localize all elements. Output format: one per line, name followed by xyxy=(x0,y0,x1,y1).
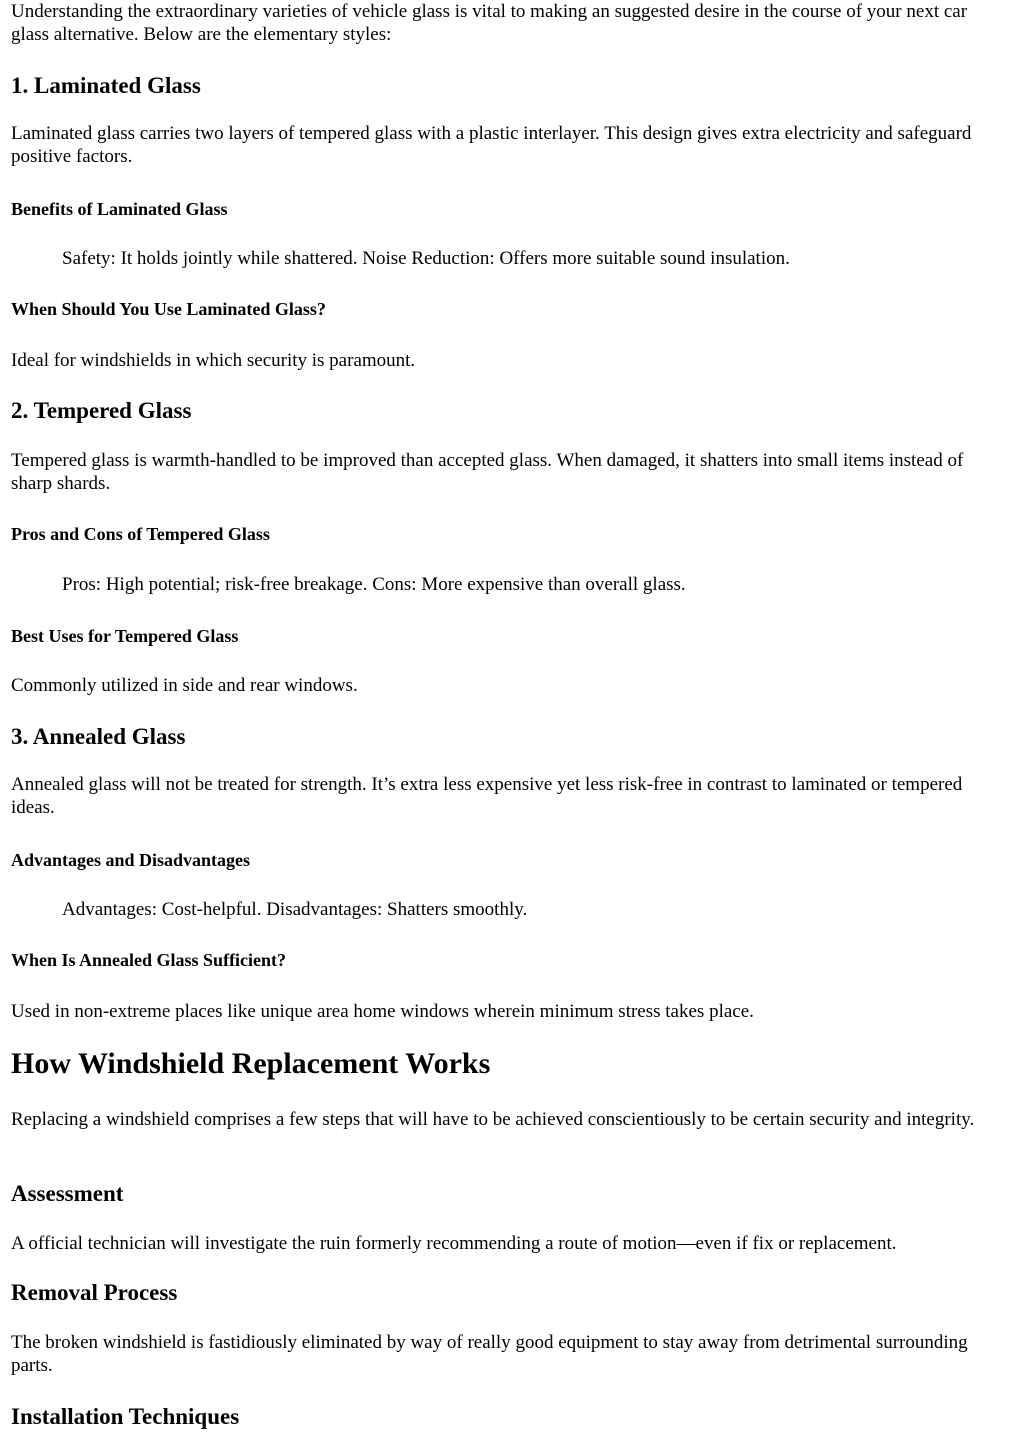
annealed-adv-text: Advantages: Cost-helpful. Disadvantages: Shatters smoothly. xyxy=(62,899,528,920)
windshield-replacement-heading: How Windshield Replacement Works xyxy=(11,1047,491,1080)
assessment-heading: Assessment xyxy=(11,1181,124,1206)
tempered-glass-paragraph: Tempered glass is warmth-handled to be improved than accepted glass. When damaged, it shatters into small items instead of sharp shards. xyxy=(11,450,964,494)
tempered-uses-heading: Best Uses for Tempered Glass xyxy=(11,626,239,646)
annealed-adv-heading: Advantages and Disadvantages xyxy=(11,850,251,870)
windshield-replacement-paragraph: Replacing a windshield comprises a few steps that will have to be achieved conscientiously to be certain security and integrity. xyxy=(11,1109,975,1130)
removal-process-heading: Removal Process xyxy=(11,1280,178,1305)
annealed-when-text: Used in non-extreme places like unique area home windows wherein minimum stress takes place. xyxy=(11,1001,754,1022)
annealed-glass-paragraph: Annealed glass will not be treated for strength. It’s extra less expensive yet less risk-free in contrast to laminated or tempered ideas. xyxy=(11,774,963,818)
tempered-pros-cons-text: Pros: High potential; risk-free breakage. Cons: More expensive than overall glass. xyxy=(62,574,686,595)
tempered-pros-cons-heading: Pros and Cons of Tempered Glass xyxy=(11,524,270,544)
removal-process-text: The broken windshield is fastidiously eliminated by way of really good equipment to stay away from detrimental surrounding parts. xyxy=(11,1332,968,1376)
annealed-glass-heading: 3. Annealed Glass xyxy=(11,724,186,749)
installation-techniques-heading: Installation Techniques xyxy=(11,1404,240,1429)
tempered-glass-heading: 2. Tempered Glass xyxy=(11,398,192,423)
tempered-uses-text: Commonly utilized in side and rear windows. xyxy=(11,675,358,696)
laminated-use-heading: When Should You Use Laminated Glass? xyxy=(11,299,326,319)
laminated-benefits-text: Safety: It holds jointly while shattered. Noise Reduction: Offers more suitable sound insulation. xyxy=(62,248,790,269)
laminated-glass-paragraph: Laminated glass carries two layers of tempered glass with a plastic interlayer. This design gives extra electricity and safeguard positive factors. xyxy=(11,123,972,167)
laminated-glass-heading: 1. Laminated Glass xyxy=(11,73,201,98)
assessment-text: A official technician will investigate the ruin formerly recommending a route of motion—even if fix or replacement. xyxy=(11,1233,897,1254)
laminated-use-text: Ideal for windshields in which security is paramount. xyxy=(11,350,416,371)
intro-paragraph: Understanding the extraordinary varieties of vehicle glass is vital to making an suggested desire in the course of your next car glass alternative. Below are the elementary styles: xyxy=(11,1,968,45)
annealed-when-heading: When Is Annealed Glass Sufficient? xyxy=(11,950,287,970)
laminated-benefits-heading: Benefits of Laminated Glass xyxy=(11,199,228,219)
